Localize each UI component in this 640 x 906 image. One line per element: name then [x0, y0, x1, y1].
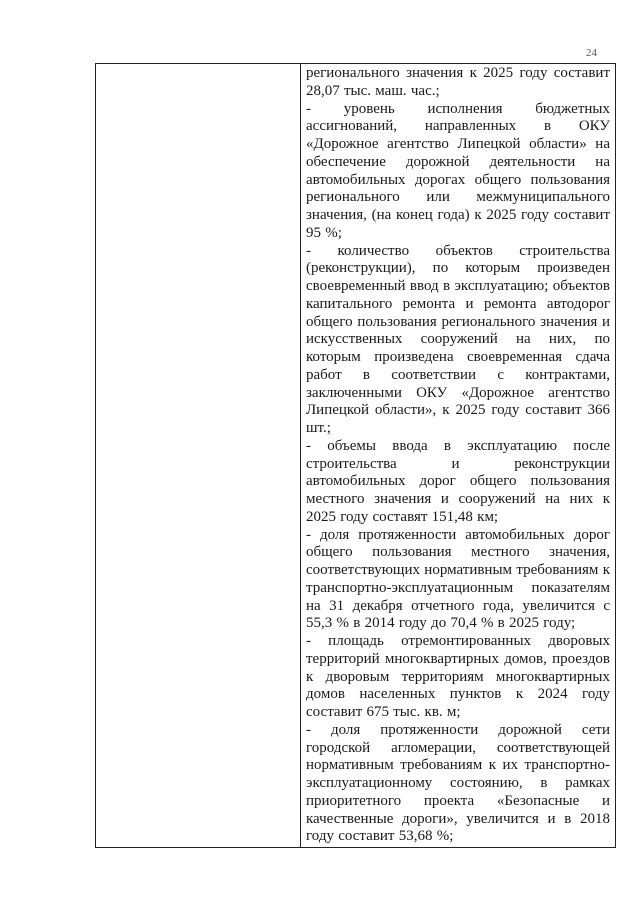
- table-right-cell: [301, 64, 615, 847]
- paragraph-agglomeration-share: - доля протяженности дорожной сети городской агломерации, соответствующей нормативным требованиям к их транспортно-эксплуатационному состоянию, в рамках приоритетного проекта «Безопасные и качественные дороги», увеличится и в 2018 году составит 53,68 %;: [306, 721, 610, 845]
- paragraph-road-share: - доля протяженности автомобильных дорог общего пользования местного значения, соответствующих нормативным требованиям к транспортно-эксплуатационным показателям на 31 декабря отчетного года, увеличится с 55,3 % в 2014 году до 70,4 % в 2025 году;: [306, 526, 610, 632]
- document-table: [95, 63, 616, 848]
- paragraph-budget-execution: - уровень исполнения бюджетных ассигнований, направленных в ОКУ «Дорожное агентство Липецкой области» на обеспечение дорожной деятельности на автомобильных дорогах общего пользования регионального или межмуниципального значения, (на конец года) к 2025 году составит 95 %;: [306, 100, 610, 241]
- page-number: 24: [586, 47, 597, 59]
- paragraph-construction-objects: - количество объектов строительства (реконструкции), по которым произведен своевременный ввод в эксплуатацию; объектов капитального ремонта и ремонта автодорог общего пользования регионального значения и искусственных сооружений на них, по которым произведена своевременная сдача работ в соответствии с контрактами, заключенными ОКУ «Дорожное агентство Липецкой области», к 2025 году составит 366 шт.;: [306, 242, 610, 436]
- table-left-cell: [96, 64, 301, 847]
- paragraph-continuation: регионального значения к 2025 году составит 28,07 тыс. маш. час.;: [306, 65, 610, 99]
- paragraph-commissioning-volume: - объемы ввода в эксплуатацию после строительства и реконструкции автомобильных дорог общего пользования местного значения и сооружений на них к 2025 году составят 151,48 км;: [306, 437, 610, 525]
- paragraph-courtyard-area: - площадь отремонтированных дворовых территорий многоквартирных домов, проездов к дворовым территориям многоквартирных домов населенных пунктов к 2024 году составит 675 тыс. кв. м;: [306, 633, 610, 720]
